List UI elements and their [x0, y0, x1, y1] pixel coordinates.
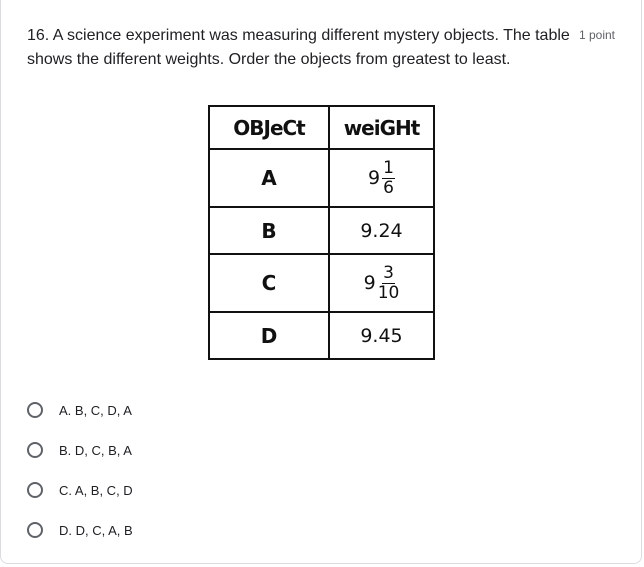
- fraction: [378, 264, 400, 303]
- radio-button-icon[interactable]: [27, 402, 43, 418]
- fraction-denominator: 6: [383, 177, 394, 198]
- option-label[interactable]: B. D, C, B, A: [59, 442, 132, 458]
- object-cell: C: [209, 254, 329, 312]
- weight-cell: 9.45: [329, 312, 434, 359]
- table-header-weight: weiGHt: [329, 106, 434, 149]
- fraction-denominator: 10: [377, 282, 400, 303]
- mixed-number: [364, 264, 400, 303]
- table-header-row: [209, 106, 434, 149]
- option-label[interactable]: D. D, C, A, B: [59, 522, 133, 538]
- weight-cell: [329, 254, 434, 312]
- option-c[interactable]: [27, 470, 133, 510]
- table-row: [209, 149, 434, 207]
- points-label: 1 point: [578, 28, 615, 42]
- question-text: 16. A science experiment was measuring different mystery objects. The table shows the different weights. Order the objects from greatest to least.: [27, 27, 570, 68]
- fraction: [382, 159, 395, 198]
- table-row: [209, 207, 434, 254]
- weight-cell: [329, 149, 434, 207]
- mixed-whole: 9: [363, 272, 376, 294]
- option-b[interactable]: [27, 430, 133, 470]
- table-row: [209, 254, 434, 312]
- option-a[interactable]: [27, 390, 133, 430]
- option-label[interactable]: A. B, C, D, A: [59, 402, 132, 418]
- object-cell: A: [209, 149, 329, 207]
- fraction-numerator: 3: [383, 262, 394, 283]
- option-d[interactable]: [27, 510, 133, 550]
- table-row: [209, 312, 434, 359]
- answer-options: [27, 390, 133, 550]
- option-label[interactable]: C. A, B, C, D: [59, 482, 133, 498]
- weights-table: [208, 105, 435, 360]
- weight-cell: 9.24: [329, 207, 434, 254]
- table-header-object: OBJeCt: [209, 106, 329, 149]
- radio-button-icon[interactable]: [27, 482, 43, 498]
- mixed-number: [368, 159, 395, 198]
- fraction-numerator: 1: [383, 157, 394, 178]
- object-cell: B: [209, 207, 329, 254]
- radio-button-icon[interactable]: [27, 522, 43, 538]
- mixed-whole: 9: [368, 167, 381, 189]
- object-cell: D: [209, 312, 329, 359]
- radio-button-icon[interactable]: [27, 442, 43, 458]
